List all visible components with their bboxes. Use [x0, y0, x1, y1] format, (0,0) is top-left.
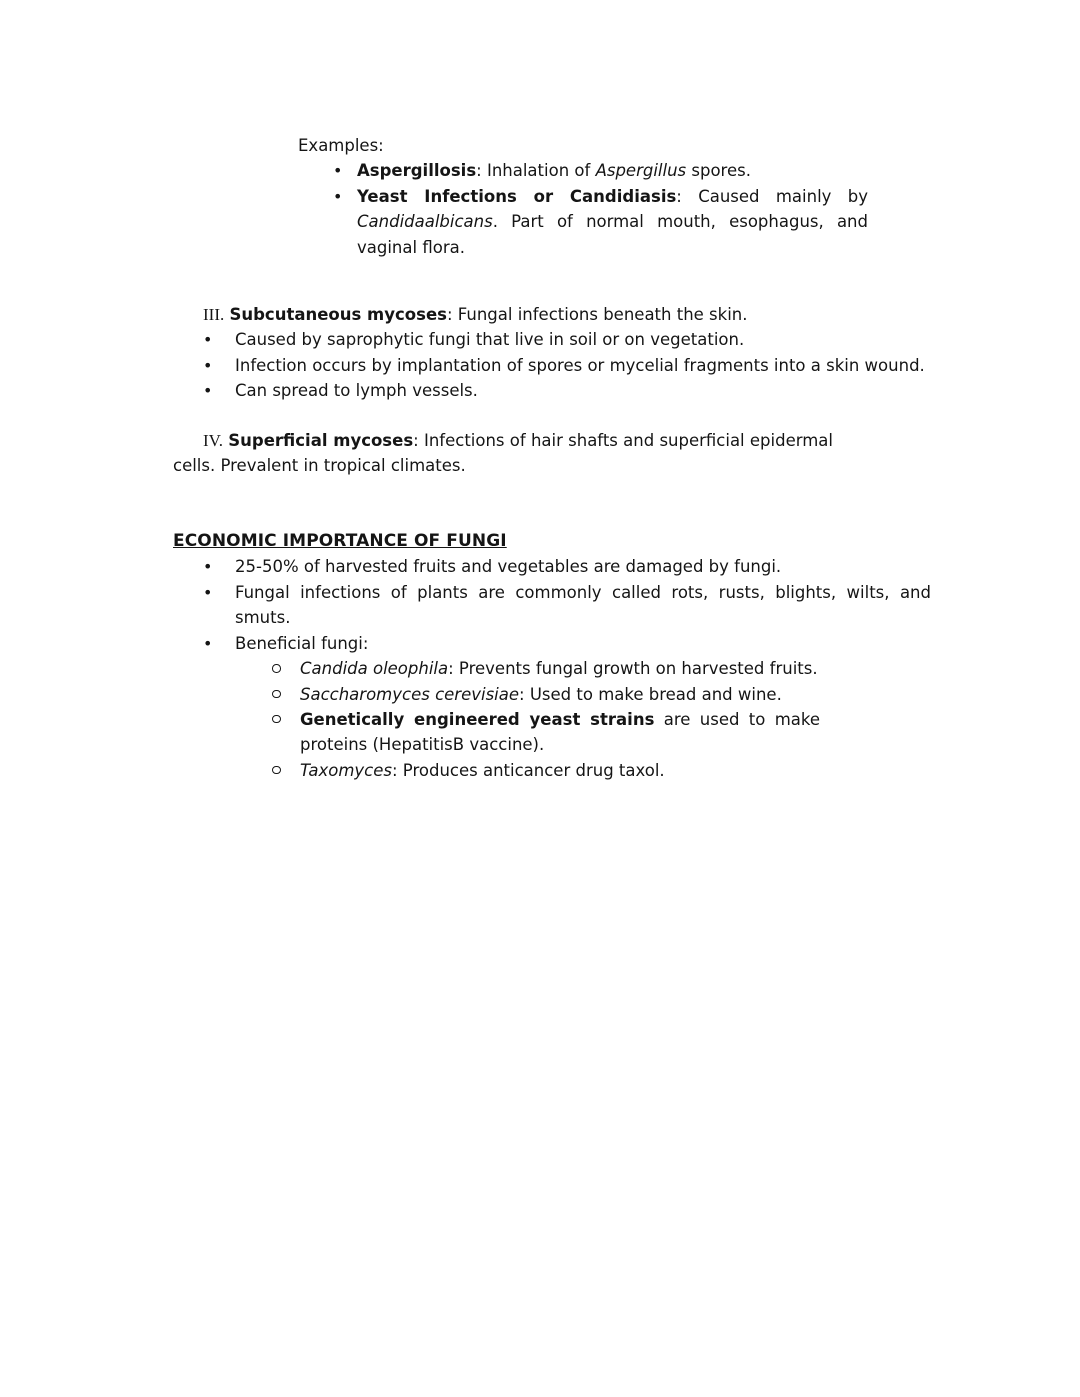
- list-item: [173, 631, 931, 783]
- circle-bullet-icon: [272, 715, 281, 724]
- list-item-text: Caused by saprophytic fungi that live in soil or on vegetation.: [235, 330, 745, 350]
- list-item: [173, 554, 931, 579]
- bullet-icon: •: [203, 557, 213, 577]
- subcutaneous-mycoses-section: [173, 302, 931, 404]
- list-item-text: Yeast Infections or Candidiasis: Caused mainly by Candidaalbicans. Part of normal mouth, esophagus, and vaginal flora.: [357, 186, 868, 257]
- list-item-text: Taxomyces: Produces anticancer drug taxol.: [300, 760, 665, 780]
- list-item: [173, 327, 931, 352]
- circle-bullet-icon: [272, 664, 281, 673]
- list-item: [235, 682, 931, 707]
- economic-list: [173, 554, 931, 783]
- list-item: [298, 158, 868, 183]
- list-item-text: Aspergillosis: Inhalation of Aspergillus spores.: [357, 161, 751, 181]
- section-iii-heading: III. Subcutaneous mycoses: Fungal infections beneath the skin.: [203, 305, 748, 325]
- bullet-icon: •: [203, 381, 213, 401]
- examples-section: [298, 133, 868, 260]
- list-item-text: Fungal infections of plants are commonly called rots, rusts, blights, wilts, and smuts.: [235, 582, 931, 628]
- list-item-text: Can spread to lymph vessels.: [235, 381, 478, 401]
- list-item-text: Beneficial fungi:: [235, 633, 369, 653]
- bullet-icon: •: [333, 161, 343, 181]
- document-content: [173, 133, 931, 783]
- bullet-icon: •: [203, 633, 213, 653]
- list-item: [298, 184, 868, 260]
- circle-bullet-icon: [272, 690, 281, 699]
- section-iv-paragraph: IV. Superficial mycoses: Infections of hair shafts and superficial epidermal cells. Prevalent in tropical climates.: [173, 430, 833, 476]
- bullet-icon: •: [333, 186, 343, 206]
- list-item-text: Candida oleophila: Prevents fungal growth on harvested fruits.: [300, 659, 818, 679]
- list-item-text: Infection occurs by implantation of spores or mycelial fragments into a skin wound.: [235, 355, 925, 375]
- bullet-icon: •: [203, 330, 213, 350]
- bullet-icon: •: [203, 582, 213, 602]
- economic-heading: ECONOMIC IMPORTANCE OF FUNGI: [173, 531, 507, 552]
- list-item: [235, 656, 931, 681]
- list-item-text: Saccharomyces cerevisiae: Used to make bread and wine.: [300, 684, 782, 704]
- economic-importance-section: [173, 528, 931, 783]
- examples-list: [298, 158, 868, 260]
- subcutaneous-list: [173, 327, 931, 403]
- list-item: [235, 707, 820, 758]
- bullet-icon: •: [203, 355, 213, 375]
- list-item: [173, 353, 931, 378]
- list-item: [235, 758, 931, 783]
- circle-bullet-icon: [272, 766, 281, 775]
- list-item-text: 25-50% of harvested fruits and vegetables are damaged by fungi.: [235, 557, 782, 577]
- examples-heading: Examples:: [298, 136, 384, 155]
- list-item-text: Genetically engineered yeast strains are used to make proteins (HepatitisB vaccine).: [300, 709, 820, 755]
- list-item: [173, 378, 931, 403]
- beneficial-fungi-sub-list: [235, 656, 931, 783]
- list-item: [173, 580, 931, 631]
